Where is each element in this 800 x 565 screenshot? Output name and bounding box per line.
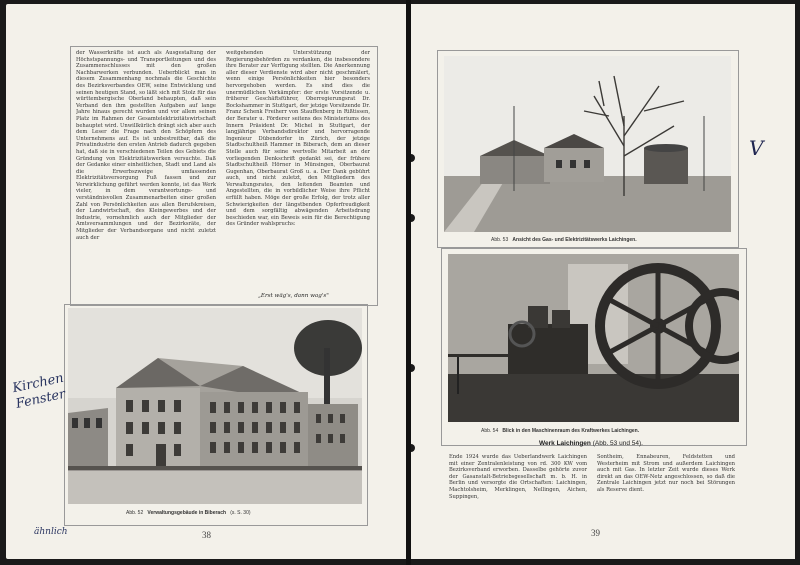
caption-title: Verwaltungsgebäude in Biberach	[147, 510, 227, 516]
machine-room-illustration	[448, 254, 739, 422]
photo-caption	[126, 510, 251, 516]
photo2-caption	[481, 428, 639, 434]
check-mark: V	[749, 136, 764, 160]
caption-title: Blick in den Maschinenraum des Kraftwerkes Laichingen.	[502, 428, 640, 434]
caption-reference: (s. S. 30)	[230, 510, 251, 516]
machine-room-photo	[448, 254, 739, 422]
section-heading	[539, 440, 643, 447]
section-text-column-1: Ende 1924 wurde das Ueberlandwerk Laichingen mit einer Zentralenleistung von rd. 300 KW vom Bezirksverband erworben. Dasselbe gehörte zuvor der Gasanstalt-Betriebsgesellschaft m. b. H. in Berlin und versorgte die Ortschaften: Laichingen, Machtolsheim, Merklingen, Nellingen, Aichen, Suppingen,	[449, 454, 587, 500]
administration-building-photo	[68, 308, 362, 504]
section-text-column-2: Sontheim, Ennabeuren, Feldstetten und Westerheim mit Strom und außerdem Laichingen auch mit Gas. In letzter Zeit wurde dieses Werk direkt an das OEW-Netz angeschlossen, so daß die Zentrale Laichingen jetzt nur noch bei Störungen als Reserve dient.	[597, 454, 735, 493]
right-page	[411, 4, 795, 559]
heading-reference: (Abb. 53 und 54).	[592, 440, 643, 447]
left-page	[6, 4, 406, 559]
page-number-left: 38	[202, 530, 211, 540]
caption-number: Abb. 54	[481, 428, 499, 434]
plant-illustration	[444, 56, 731, 232]
binding-hole	[411, 364, 415, 372]
photo1-caption	[491, 237, 637, 243]
binding-hole	[411, 214, 415, 222]
motto: „Erst wäg's, dann wag's"	[258, 293, 329, 299]
handwritten-note: Kirchen Fenster	[11, 370, 67, 412]
caption-number: Abb. 52	[126, 510, 144, 516]
gas-and-power-plant-photo	[444, 56, 731, 232]
page-number-right: 39	[591, 528, 600, 538]
handwritten-note-bottom: ähnlich	[34, 527, 68, 537]
text-column-1: der Wasserkräfte ist auch als Ausgestaltung der Höchstspannungs- und Transportleitungen und des Zusammenschlusses mit den großen Nachbarwerken verbunden. Ueberblickt man in diesem Zusammenhang nochmals die Geschichte des Bezirksverbandes OEW, seine Entwicklung und seinen heutigen Stand, so läßt sich mit Stolz für das württembergische Oberland behaupten, daß sein Verband den ihm gestellten Aufgaben auf lange Jahre hinaus gerecht wurden und vor allem seinen Platz im Rahmen der Gesamtelektrizitätswirtschaft behauptet wird. Unwillkürlich drängt sich aber auch dem Leser die Frage nach den Schöpfern des Unternehmens auf. Es ist unbestreitbar, daß die Privatindustrie den ersten Antrieb dadurch gegeben hat, daß sie in verschiedenen Teilen des Gebiets die Gründung von Elektrizitätswerken versuchte. Daß der Gedanke einer einheitlichen, Stadt und Land als die Erwerbszweige umfassenden Elektrizitätsversorgung Fuß fassen und zur Verwirklichung geführt werden konnte, ist das Werk vieler, in dem verantwortungs- und verständnisvollen Zusammenarbeiten einer großen Zahl von Persönlichkeiten aus allen Berufskreisen, der Landwirtschaft, des Kleingewerbes und der Industrie, vornehmlich auch der Mitglieder der Amtsversammlungen und der Bezirksräte, der Mitglieder der Verbandsorgane und nicht zuletzt auch der	[76, 50, 216, 241]
binding-hole	[411, 154, 415, 162]
caption-number: Abb. 53	[491, 237, 509, 243]
text-column-2: weitgehenden Unterstützung der Regierungsbehörden zu verdanken, die insbesondere ihre Berater zur Verfügung stellten. Die Anerkennung aller dieser Verdienste wird aber nicht geschmälert, wenn einige Persönlichkeiten hier besonders hervorgehoben werden. Es sind dies die unermüdlichen Vorkämpfer: der erste Vorsitzende u. früherer Geschäftsführer, Oberregierungsrat Dr. Bockshammer in Stuttgart, der jetzige Vorsitzende Dr. Franz Schenk Freiherr von Stauffenberg in Rißtissen, der Berater u. Förderer seitens des Ministeriums des Innern Präsident Dr. Michel in Stuttgart, der langjährige Verbandsdirektor und hervorragende Ingenieur Dübendorfer in Zürich, der jetzige Stadtschultheiß Hammer in Biberach, dem an dieser Stelle auch für seine wertvolle Mitarbeit an der vorliegenden Denkschrift gedankt sei, der frühere Stadtschultheiß Hörner in Münsingen, Oberbaurat Gugenhan, Oberbaurat Groß u. a. Der Dank gebührt auch, und nicht zuletzt, den Mitgliedern des Verwaltungsrates, den leitenden Beamten und Angestellten, die in vorbildlicher Weise ihre Pflicht erfüllt haben. Möge der große Erfolg, der trotz aller Schwierigkeiten der längstbenden Opferfreudigkeit und dem sorgfältig abwägenden Arbeitsdrang beschieden war, ein Beweis sein für die Berechtigung des Gründer wahlspruchs:	[226, 50, 370, 228]
caption-title: Ansicht des Gas- und Elektrizitätswerks Laichingen.	[512, 237, 637, 243]
binding-hole	[411, 444, 415, 452]
heading-title: Werk Laichingen	[539, 440, 591, 447]
building-illustration	[68, 308, 362, 504]
